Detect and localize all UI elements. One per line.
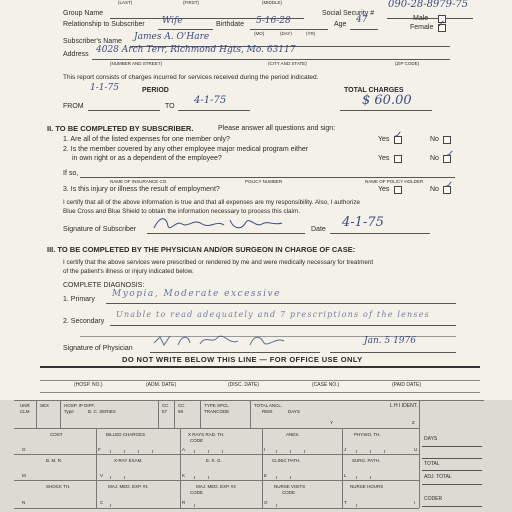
birthdate-value: 5-16-28 <box>256 16 291 26</box>
section-2-heading-rest: Please answer all questions and sign: <box>218 125 336 132</box>
grid-letter-a: A <box>182 447 186 452</box>
physician-cert-2: of the patient's illness or injury indicated below. <box>63 268 194 275</box>
hdr-cc-69: 69 <box>178 409 184 414</box>
side-days: DAYS <box>424 436 438 442</box>
addr-street-sub: (NUMBER AND STREET) <box>110 61 163 66</box>
secondary-diagnosis-value: Unable to read adequately and 7 prescriptions of the lenses <box>116 310 430 319</box>
grid-letter-c: C <box>100 500 104 505</box>
date-yr: (YR) <box>306 31 316 36</box>
grid-letter-t: T <box>344 500 347 505</box>
question-2b: in own right or as a dependent of the employee? <box>72 155 222 162</box>
hdr-hosp-ip-diff: HOSP. IP DIFF. <box>64 403 95 408</box>
diagnosis-label: COMPLETE DIAGNOSIS: <box>63 282 145 289</box>
hdr-nurse-hours: NURSE HOURS <box>350 484 384 489</box>
date-mo: (MO) <box>254 31 265 36</box>
q2-yes-checkbox[interactable] <box>394 155 402 163</box>
office-adm-date: (ADM. DATE) <box>146 382 177 388</box>
hdr-physio-th: PHYSIO. TH. <box>354 432 381 437</box>
grid-letter-e: E <box>264 473 268 478</box>
addr-zip-sub: (ZIP CODE) <box>395 61 420 66</box>
hdr-total-ancl: TOTAL ANCL. <box>254 403 283 408</box>
period-from-value: 1-1-75 <box>90 83 119 93</box>
period-to-value: 4-1-75 <box>194 95 227 106</box>
hdr-trancode: TRANCODE <box>204 409 230 414</box>
subscriber-signature-icon <box>150 214 290 234</box>
sub-policy-number: POLICY NUMBER <box>245 179 283 184</box>
period-intro: This report consists of charges incurred for services received during the period indicated. <box>63 74 319 81</box>
q3-yes-checkbox[interactable] <box>394 186 402 194</box>
hdr-type-spcl: TYPE SPCL <box>204 403 229 408</box>
hdr-days: DAYS <box>288 409 300 414</box>
hdr-xray-exam: X-RAY EXAM. <box>114 458 143 463</box>
hdr-clinic-path: CLINIC PATH. <box>272 458 301 463</box>
relationship-label: Relationship to Subscriber <box>63 21 145 28</box>
grid-letter-z: Z <box>412 420 415 425</box>
hdr-nurse-visits: NURSE VISITS <box>274 484 306 489</box>
office-case-no: (CASE NO.) <box>312 382 340 388</box>
secondary-label: 2. Secondary <box>63 318 105 325</box>
code-label-3: CODE <box>282 490 296 495</box>
grid-letter-i-2: I <box>414 500 416 505</box>
hdr-ekg: E. K. G. <box>206 458 222 463</box>
q1-no-label: No <box>430 136 439 143</box>
q1-yes-label: Yes <box>378 136 390 143</box>
q2-no-label: No <box>430 155 439 162</box>
side-adj-total: ADJ. TOTAL <box>424 474 452 480</box>
age-label: Age <box>334 21 347 28</box>
hdr-cc-57: 57 <box>162 409 168 414</box>
addr-city-sub: (CITY AND STATE) <box>268 61 307 66</box>
hdr-cc-2: CC <box>178 403 185 408</box>
grid-letter-l: L <box>344 473 347 478</box>
hdr-maj-med-2: MAJ. MED. EXP. #2 <box>196 484 236 489</box>
hdr-lhi-ident: L H I IDENT. <box>390 403 418 409</box>
grid-letter-n: N <box>22 500 26 505</box>
date-day: (DAY) <box>280 31 292 36</box>
grid-letter-o: O <box>264 500 268 505</box>
sub-policy-holder: NAME OF POLICY HOLDER <box>365 179 424 184</box>
subscriber-cert-2: Blue Cross and Blue Shield to obtain the information necessary to process this claim. <box>63 208 300 215</box>
q3-yes-label: Yes <box>378 186 390 193</box>
q2-no-check-icon: ✓ <box>446 149 455 160</box>
label-middle: (MIDDLE) <box>262 0 282 5</box>
male-label: Male <box>413 15 429 22</box>
hdr-shock-th: SHOCK TH. <box>46 484 71 489</box>
office-use-banner: DO NOT WRITE BELOW THIS LINE — FOR OFFICE USE ONLY <box>122 355 363 364</box>
physician-cert-1: I certify that the above services were prescribed or rendered by me and were medically necessary for treatment <box>63 259 374 266</box>
birthdate-label: Birthdate <box>216 21 245 28</box>
physician-date-value: Jan. 5 1976 <box>364 336 416 346</box>
q3-no-check-icon: ✓ <box>445 180 454 191</box>
hdr-bc-series: B. C. SERIES <box>88 409 116 414</box>
subscriber-signature-label: Signature of Subscriber <box>63 226 137 233</box>
grid-letter-v: V <box>100 473 104 478</box>
section-3-heading: III. TO BE COMPLETED BY THE PHYSICIAN AND/OR SURGEON IN CHARGE OF CASE: <box>47 245 356 254</box>
hdr-billed-charges: BILLED CHARGES <box>106 432 146 437</box>
age-value: 47 <box>356 15 368 25</box>
relationship-value: Wife <box>162 16 183 26</box>
grid-letter-f: F <box>98 447 101 452</box>
primary-diagnosis-value: Myopia, Moderate excessive <box>112 289 281 299</box>
total-charges-label: TOTAL CHARGES <box>344 87 404 94</box>
female-check-icon: ✓ <box>437 19 446 30</box>
hdr-rem: REM. <box>262 409 274 414</box>
side-coder: CODER <box>424 496 443 502</box>
ssn-label: Social Security # <box>322 10 375 17</box>
hdr-bmr: B. M. R. <box>46 458 63 463</box>
office-hosp-no: (HOSP. NO.) <box>74 382 103 388</box>
to-label: TO <box>165 103 175 110</box>
hdr-clm: CLM <box>20 409 30 414</box>
q1-yes-check-icon: ✓ <box>394 130 403 141</box>
grid-letter-i: I <box>264 447 266 452</box>
hdr-cc-1: CC <box>162 403 169 408</box>
hdr-xrays-rad-th: X RAYS RAD. TH. <box>188 432 225 437</box>
hdr-cost: COST <box>50 432 63 437</box>
question-1: 1. Are all of the listed expenses for one member only? <box>63 136 230 143</box>
office-disc-date: (DISC. DATE) <box>228 382 260 388</box>
hdr-sex: SEX <box>40 403 50 408</box>
total-charges-value: $ 60.00 <box>362 93 412 108</box>
primary-label: 1. Primary <box>63 296 95 303</box>
hdr-anes: ANES. <box>286 432 300 437</box>
grid-letter-u: U <box>414 447 418 452</box>
q3-no-label: No <box>430 186 439 193</box>
hdr-type: Type <box>64 409 74 414</box>
hdr-maj-med-1: MAJ. MED. EXP. #1 <box>108 484 148 489</box>
period-label: PERIOD <box>142 87 169 94</box>
question-2a: 2. Is the member covered by any other employee major medical program either <box>63 146 309 153</box>
sub-insurance-co: NAME OF INSURANCE CO. <box>110 179 168 184</box>
female-label: Female <box>410 24 434 31</box>
address-label: Address <box>63 51 89 58</box>
subscriber-label: Subscriber's Name <box>63 38 122 45</box>
section-2-heading: II. TO BE COMPLETED BY SUBSCRIBER. <box>47 124 194 133</box>
physician-signature-label: Signature of Physician <box>63 345 133 352</box>
grid-letter-j: J <box>344 447 347 452</box>
subscriber-value: James A. O'Hare <box>134 32 210 42</box>
label-first: (FIRST) <box>183 0 199 5</box>
office-paid-date: (PAID DATE) <box>392 382 421 388</box>
code-label-2: CODE <box>190 490 204 495</box>
side-total: TOTAL <box>424 461 440 467</box>
question-3: 3. Is this injury or illness the result of employment? <box>63 186 220 193</box>
hdr-surg-path: SURG. PATH. <box>352 458 381 463</box>
physician-signature-icon <box>150 331 310 351</box>
subscriber-date-value: 4-1-75 <box>342 215 384 230</box>
label-last: (LAST) <box>118 0 133 5</box>
grid-letter-g: G <box>22 447 26 452</box>
grid-letter-k: K <box>182 473 186 478</box>
code-label-1: CODE <box>190 438 204 443</box>
if-so-label: If so, <box>63 170 79 177</box>
hdr-unr: UNR <box>20 403 30 408</box>
q2-yes-label: Yes <box>378 155 390 162</box>
address-value: 4028 Arch Terr, Richmond Hgts, Mo. 63117 <box>96 45 296 55</box>
from-label: FROM <box>63 103 84 110</box>
group-name-label: Group Name <box>63 10 104 17</box>
q1-no-checkbox[interactable] <box>443 136 451 144</box>
grid-letter-y: Y <box>330 420 334 425</box>
subscriber-cert-1: I certify that all of the above information is true and that all expenses are my responsibility. Also, I authorize <box>63 199 361 206</box>
grid-letter-r: R <box>182 500 186 505</box>
ssn-value: 090-28-8979-75 <box>388 0 469 10</box>
subscriber-date-label: Date <box>311 226 326 233</box>
grid-letter-m: M <box>22 473 26 478</box>
